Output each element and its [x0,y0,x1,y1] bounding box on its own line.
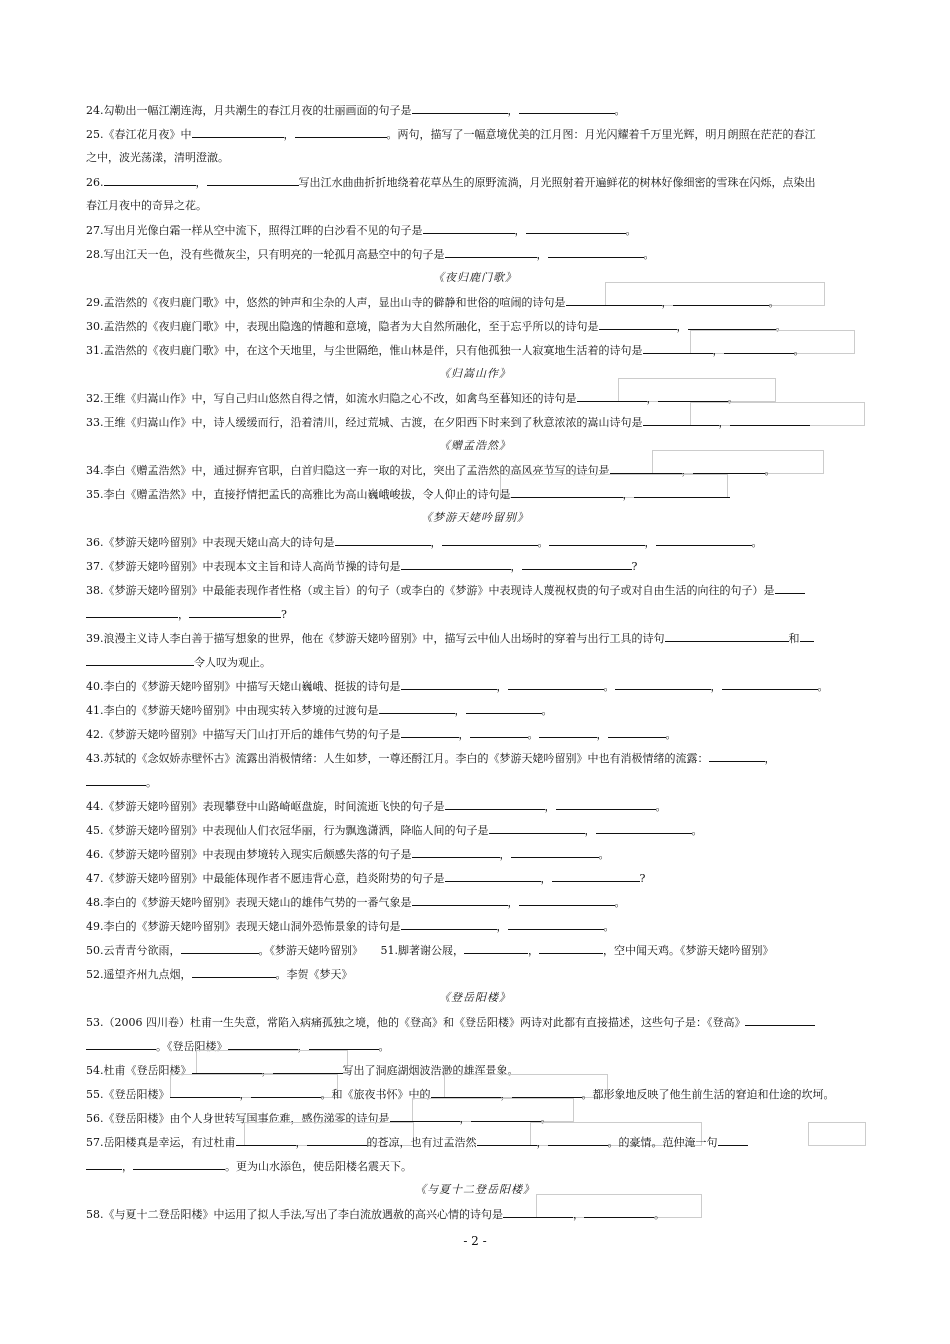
answer-blank[interactable] [379,702,455,714]
answer-blank[interactable] [86,774,146,786]
section-title: 《与夏十二登岳阳楼》 [415,1183,535,1196]
answer-blank[interactable] [511,846,599,858]
question-27: 27.写出月光像白霜一样从空中流下，照得江畔的白沙看不见的句子是 ， 。 [86,224,637,237]
answer-blank[interactable] [552,870,640,882]
question-26-cont: 春江月夜中的奇异之花。 [86,199,207,212]
answer-blank[interactable] [549,534,645,546]
answer-blank[interactable] [724,342,794,354]
answer-blank[interactable] [181,942,259,954]
answer-blank[interactable] [104,174,196,186]
answer-blank[interactable] [228,1038,298,1050]
answer-blank[interactable] [511,486,623,498]
answer-blank[interactable] [665,630,789,642]
answer-blank[interactable] [519,102,615,114]
answer-blank[interactable] [335,534,431,546]
question-40: 40.李白的《梦游天姥吟留别》中描写天姥山巍峨、挺拔的诗句是 ， 。 ， 。 [86,680,829,693]
answer-blank[interactable] [86,1038,156,1050]
question-36: 36.《梦游天姥吟留别》中表现天姥山高大的诗句是 ， 。 ， 。 [86,536,763,549]
answer-blank[interactable] [722,678,818,690]
answer-blank[interactable] [412,894,508,906]
question-41: 41.李白的《梦游天姥吟留别》中由现实转入梦境的过渡句是 ， 。 [86,704,553,717]
answer-blank[interactable] [615,678,711,690]
answer-blank[interactable] [539,942,603,954]
answer-blank[interactable] [390,1110,460,1122]
answer-blank[interactable] [608,726,666,738]
question-39-cont: 令人叹为观止。 [86,654,866,671]
section-title: 《登岳阳楼》 [439,991,511,1004]
answer-blank[interactable] [548,1134,608,1146]
answer-blank[interactable] [236,1134,296,1146]
question-56: 56.《登岳阳楼》由个人身世转写国事危难，感伤涕零的诗句是 ， 。 [86,1112,552,1125]
question-37: 37.《梦游天姥吟留别》中表现本文主旨和诗人高尚节操的诗句是 ， ? [86,560,638,573]
answer-blank[interactable] [709,750,765,762]
question-39: 39.浪漫主义诗人李白善于描写想象的世界，他在《梦游天姥吟留别》中，描写云中仙人出场时的穿着与出行工具的诗句 和 [86,630,866,647]
answer-blank[interactable] [207,174,299,186]
answer-blank[interactable] [745,1014,815,1026]
question-26: 26. ， 写出江水曲曲折折地绕着花草丛生的原野流淌，月光照射着开遍鲜花的树林好像细密的雪珠在闪烁，点染出 [86,176,816,189]
answer-blank[interactable] [503,1206,573,1218]
answer-blank[interactable] [656,534,752,546]
answer-blank[interactable] [800,630,814,642]
answer-blank[interactable] [401,918,497,930]
question-50-51: 50.云青青兮欲雨， 。《梦游天姥吟留别》 51.脚著谢公屐， ， ，空中闻天鸡。《梦游天姥吟留别》 [86,944,774,957]
question-35: 35.李白《赠孟浩然》中，直接抒情把孟氏的高雅比为高山巍峨峻拔，令人仰止的诗句是 ， [86,486,866,503]
answer-blank[interactable] [189,606,281,618]
question-29: 29.孟浩然的《夜归鹿门歌》中，悠然的钟声和尘杂的人声，显出山寺的僻静和世俗的喧闹的诗句是 ， 。 [86,296,780,309]
answer-blank[interactable] [170,1086,240,1098]
answer-blank[interactable] [445,798,545,810]
answer-blank[interactable] [508,918,604,930]
question-43: 43.苏轼的《念奴娇赤壁怀古》流露出消极情绪：人生如梦，一尊还酹江月。李白的《梦游天姥吟留别》中也有消极情绪的流露： ， [86,752,776,765]
page-number: - 2 - [463,1234,487,1248]
section-title: 《梦游天姥吟留别》 [421,511,529,524]
answer-blank[interactable] [466,702,542,714]
answer-blank[interactable] [445,870,541,882]
answer-blank[interactable] [86,654,194,666]
answer-blank[interactable] [548,246,644,258]
question-24: 24.勾勒出一幅江潮连海，月共潮生的春江月夜的壮丽画面的句子是 ， 。 [86,104,626,117]
answer-blank[interactable] [693,462,765,474]
question-43-cont: 。 [86,774,866,791]
answer-blank[interactable] [477,1134,537,1146]
question-32: 32.王维《归嵩山作》中，写自己归山悠然自得之情，如流水归隐之心不改，如禽鸟至暮知还的诗句是 ， 。 [86,392,739,405]
question-38: 38.《梦游天姥吟留别》中最能表现作者性格（或主旨）的句子（或李白的《梦游》中表现诗人蔑视权贵的句子或对自由生活的向往的句子）是 [86,582,866,599]
question-53-cont: 。《登岳阳楼》 ， 。 [86,1038,866,1055]
answer-blank[interactable] [584,1206,654,1218]
answer-blank[interactable] [522,558,632,570]
answer-blank[interactable] [775,582,805,594]
question-58: 58.《与夏十二登岳阳楼》中运用了拟人手法,写出了李白流放遇赦的高兴心情的诗句是 ， 。 [86,1208,665,1221]
answer-blank[interactable] [309,1038,379,1050]
answer-blank[interactable] [634,486,730,498]
question-25: 25.《春江花月夜》中 ， 。两句，描写了一幅意境优美的江月图：月光闪耀着千万里光辉，明月朗照在茫茫的春江 [86,128,816,141]
answer-blank[interactable] [599,318,677,330]
answer-blank[interactable] [718,1134,748,1146]
question-55: 55.《登岳阳楼》 ， 。和《旅夜书怀》中的 ， 。都形象地反映了他生前生活的窘迫和仕途的坎坷。 [86,1088,835,1101]
answer-blank[interactable] [519,894,615,906]
answer-blank[interactable] [673,294,769,306]
answer-blank[interactable] [464,942,528,954]
question-47: 47.《梦游天姥吟留别》中最能体现作者不愿违背心意，趋炎附势的句子是 ， ? [86,872,646,885]
answer-blank[interactable] [401,678,497,690]
answer-blank[interactable] [442,534,538,546]
answer-blank[interactable] [133,1158,225,1170]
question-54: 54.杜甫《登岳阳楼》 ， 写出了洞庭湖烟波浩渺的雄浑景象。 [86,1064,519,1077]
answer-blank[interactable] [307,1134,367,1146]
question-25-cont: 之中，波光荡漾，清明澄澈。 [86,151,229,164]
answer-blank[interactable] [526,222,626,234]
answer-blank[interactable] [412,846,500,858]
answer-blank[interactable] [401,558,511,570]
answer-blank[interactable] [577,390,647,402]
question-30: 30.孟浩然的《夜归鹿门歌》中，表现出隐逸的情趣和意境，隐者为大自然所融化，至于忘乎所以的诗句是 ， 。 [86,320,787,333]
answer-blank[interactable] [643,342,713,354]
answer-blank[interactable] [508,678,604,690]
answer-blank[interactable] [471,1110,541,1122]
answer-blank[interactable] [295,126,387,138]
question-49: 49.李白的《梦游天姥吟留别》表现天姥山洞外恐怖景象的诗句是 ， 。 [86,920,615,933]
question-31: 31.孟浩然的《夜归鹿门歌》中，在这个天地里，与尘世隔绝，惟山林是伴，只有他孤独一人寂寞地生活着的诗句是 ， 。 [86,344,805,357]
answer-blank[interactable] [423,222,515,234]
question-text: 24.勾勒出一幅江潮连海，月共潮生的春江月夜的壮丽画面的句子是 [86,104,412,117]
answer-blank[interactable] [658,390,728,402]
answer-blank[interactable] [556,798,656,810]
question-53: 53.（2006 四川卷）杜甫一生失意，常陷入病痛孤独之境，他的《登高》和《登岳阳楼》两诗对此都有直接描述，这些句子是：《登高》 [86,1014,866,1031]
question-52: 52.遥望齐州九点烟， 。李贺《梦天》 [86,968,353,981]
answer-blank[interactable] [192,126,284,138]
answer-blank[interactable] [643,414,719,426]
question-46: 46.《梦游天姥吟留别》中表现由梦境转入现实后颇感失落的句子是 ， 。 [86,848,610,861]
answer-blank[interactable] [192,966,276,978]
question-45: 45.《梦游天姥吟留别》中表现仙人们衣冠华丽，行为飘逸潇洒，降临人间的句子是 ， 。 [86,824,703,837]
answer-blank[interactable] [192,1062,262,1074]
answer-blank[interactable] [539,726,597,738]
answer-blank[interactable] [86,1158,122,1170]
answer-blank[interactable] [273,1062,343,1074]
question-28: 28.写出江天一色，没有些微灰尘，只有明亮的一轮孤月高悬空中的句子是 ， 。 [86,248,655,261]
question-34: 34.李白《赠孟浩然》中，通过摒弃官职，白首归隐这一弃一取的对比，突出了孟浩然的高风亮节写的诗句是 ， 。 [86,464,776,477]
section-title: 《赠孟浩然》 [439,439,511,452]
answer-blank[interactable] [688,318,776,330]
question-57-cont: ， 。更为山水添色，使岳阳楼名震天下。 [86,1158,866,1175]
answer-blank[interactable] [401,726,459,738]
section-title: 《归嵩山作》 [439,367,511,380]
answer-blank[interactable] [566,294,662,306]
question-48: 48.李白的《梦游天姥吟留别》表现天姥山的雄伟气势的一番气象是 ， 。 [86,896,626,909]
question-42: 42.《梦游天姥吟留别》中描写天门山打开后的雄伟气势的句子是 ， 。 ， 。 [86,728,677,741]
question-57: 57.岳阳楼真是幸运，有过杜甫 ， 的苍凉，也有过孟浩然 ， 。的豪情。范仲淹一句 [86,1134,866,1151]
section-title: 《夜归鹿门歌》 [433,271,517,284]
question-38-cont: ， ? [86,606,866,623]
answer-blank[interactable] [470,726,528,738]
answer-blank[interactable] [596,822,692,834]
answer-blank[interactable] [86,606,178,618]
question-44: 44.《梦游天姥吟留别》表现攀登中山路崎岖盘旋，时间流逝飞快的句子是 ， 。 [86,800,667,813]
answer-blank[interactable] [512,1086,582,1098]
answer-blank[interactable] [445,246,537,258]
answer-blank[interactable] [251,1086,321,1098]
answer-blank[interactable] [489,822,585,834]
answer-blank[interactable] [610,462,682,474]
answer-blank[interactable] [412,102,508,114]
answer-blank[interactable] [431,1086,501,1098]
answer-blank[interactable] [730,414,810,426]
question-33: 33.王维《归嵩山作》中，诗人缓缓而行，沿着清川，经过荒城、古渡，在夕阳西下时来到了秋意浓浓的嵩山诗句是 ， [86,414,866,431]
